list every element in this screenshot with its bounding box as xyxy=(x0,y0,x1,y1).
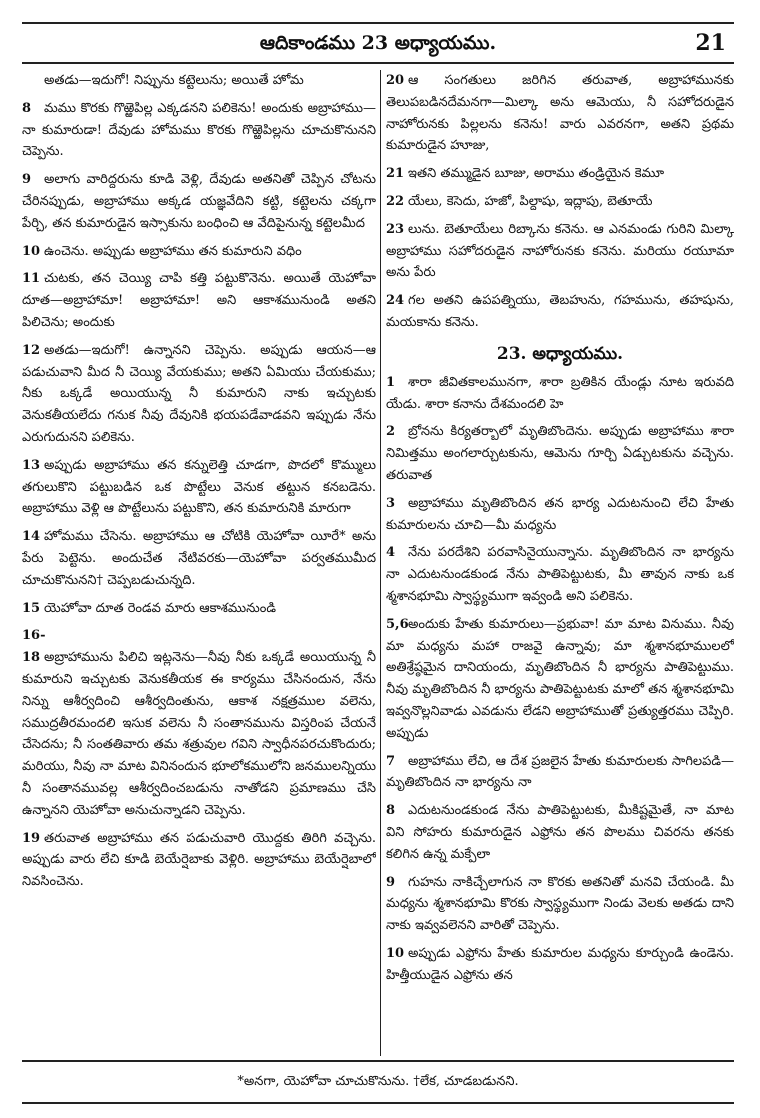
chapter-heading: 23. అధ్యాయము. xyxy=(496,343,624,364)
verse-text: ఆ సంగతులు జరిగిన తరువాత, అబ్రాహామునకు తెలుపబడినదేమనగా—మిల్కా అను ఆమెయు, నీ సహోదరుడైన నాహోరునకు పిల్లలను కనెను! వారు ఎవరనగా, అతని ప్రథమ కుమారుడైన హూజు, xyxy=(386,73,734,154)
page-number: 21 xyxy=(695,30,726,56)
verse-paragraph xyxy=(22,241,376,263)
verse-paragraph xyxy=(386,542,734,607)
right-column-verses-bottom xyxy=(386,372,734,987)
verse-paragraph xyxy=(22,625,376,821)
verse-number: 21 xyxy=(386,166,405,182)
verse-text: అబ్రాహాము మృతిబొందిన తన భార్య ఎదుటనుంచి లేచి హేతు కుమారులను చూచి—మీ మధ్యను xyxy=(386,495,734,533)
verse-number: 11 xyxy=(22,271,41,287)
footnote-bar xyxy=(22,1060,734,1104)
verse-paragraph xyxy=(22,340,376,449)
verse-text: లును. బెతూయేలు రిబ్కాను కనెను. ఆ ఎనమండు గురిని మిల్కా అబ్రాహాము సహోదరుడైన నాహోరునకు కనెను. మరియు రయూమా అను పేరు xyxy=(386,221,734,281)
verse-number: 2 xyxy=(386,424,396,440)
verse-number: 15 xyxy=(22,600,41,616)
verse-number: 13 xyxy=(22,457,41,473)
verse-paragraph xyxy=(386,219,734,284)
footnote: *అనగా, యెహోవా చూచుకొనును. †లేక, చూడబడునని. xyxy=(237,1074,519,1089)
verse-number: 3 xyxy=(386,495,396,511)
verse-text: ఇతని తమ్ముడైన బూజు, అరాము తండ్రియైన కెమూ xyxy=(408,166,664,182)
verse-number: 7 xyxy=(386,753,396,769)
verse-paragraph xyxy=(386,800,734,865)
page-header xyxy=(22,22,734,64)
running-title: ఆదికాండము 23 అధ్యాయము. xyxy=(259,32,497,54)
verse-text: చుటకు, తన చెయ్యి చాపి కత్తి పట్టుకొనెను. అయితే యెహోవా దూత—అబ్రాహామా! అబ్రాహామా! అని ఆకాశమునుండి అతని పిలిచెను; అందుకు xyxy=(22,271,376,330)
verse-number: 1 xyxy=(386,374,396,390)
verse-text: ఎదుటనుండకుండ నేను పాతిపెట్టుటకు, మీకిష్టమైతే, నా మాట విని సోహరు కుమారుడైన ఎఫ్రోను తన పొలము చివరను తనకు కలిగిన ఉన్న మక్పేలా xyxy=(386,803,734,862)
verse-number: 9 xyxy=(386,874,396,890)
verse-paragraph xyxy=(386,163,734,185)
verse-paragraph xyxy=(386,421,734,486)
verse-paragraph xyxy=(386,751,734,795)
verse-number: 12 xyxy=(22,342,41,358)
verse-number: 24 xyxy=(386,293,405,309)
verse-text: తరువాత అబ్రాహాము తన పడుచువారి యొద్దకు తిరిగి వచ్చెను. అప్పుడు వారు లేచి కూడి బెయేర్షెబాకు వెళ్లిరి. అబ్రాహాము బెయేర్షెబాలో నివసించెను. xyxy=(22,830,376,890)
verse-number: 20 xyxy=(386,73,405,88)
verse-paragraph xyxy=(22,598,376,620)
column-divider xyxy=(380,70,381,1056)
verse-text: అలాగు వారిద్దరును కూడి వెళ్లి, దేవుడు అతనితో చెప్పిన చోటను చేరినప్పుడు, అబ్రాహాము అక్కడ యజ్ఞవేదిని కట్టి, కట్టెలను చక్కగా పేర్చి, తన కుమారుడైన ఇస్సాకును బంధించి ఆ వేదిపైనున్న కట్టెలమీద xyxy=(22,172,376,231)
verse-paragraph xyxy=(386,372,734,416)
verse-number: 10 xyxy=(386,945,405,961)
right-column xyxy=(386,70,734,1056)
verse-paragraph xyxy=(22,169,376,234)
verse-paragraph xyxy=(22,455,376,520)
verse-paragraph xyxy=(22,98,376,163)
verse-text: బ్రోనను కిర్యతర్బాలో మృతిబొందెను. అప్పుడు అబ్రాహాము శారా నిమిత్తము అంగలార్చుటకును, ఆమెను గూర్చి ఏడ్చుటకును వచ్చెను. తరువాత xyxy=(386,424,734,483)
verse-text: నేను పరదేశిని పరవాసినైయున్నాను. మృతిబొందిన నా భార్యను నా ఎదుటనుండకుండ నేను పాతిపెట్టుటకు, మీ తావున నాకు ఒక శ్మశానభూమి స్వాస్థ్యముగా ఇవ్వండి అని పలికెను. xyxy=(386,545,734,604)
verse-text: అబ్రాహామును పిలిచి ఇట్లనెను—నీవు నీకు ఒక్కడే అయియున్న నీ కుమారుని ఇచ్చుటకు వెనుకతీయక ఈ కార్యము చేసినందున, నేను నిన్ను ఆశీర్వదించి ఆశీర్వదింతును, ఆకాశ నక్షత్రముల వలెను, సముద్రతీరమందలి ఇసుక వలెను నీ సంతానమును విస్తరింప చేయనే చేసెదను; నీ సంతతివారు తమ శత్రువుల గవిని స్వాధీనపరచుకొందురు; మరియు, నీవు నా మాట వినినందున భూలోకములోని జనములన్నియు నీ సంతానమువల్ల ఆశీర్వదించబడును నాతోడని ప్రమాణము చేసి ఉన్నానని యెహోవా అనుచున్నాడని చెప్పెను. xyxy=(22,650,376,818)
left-column xyxy=(22,70,376,1056)
verse-number: 10 xyxy=(22,243,41,259)
verse-paragraph xyxy=(22,526,376,591)
right-column-verses-top xyxy=(386,70,734,334)
verse-text: యేలు, కెసెదు, హజో, పిల్దాషు, ఇద్లాపు, బెతూయే xyxy=(408,193,653,209)
verse-number: 4 xyxy=(386,545,396,561)
verse-text: అందుకు హేతు కుమారులు—ప్రభువా! మా మాట వినుము. నీవు మా మధ్యను మహా రాజవై ఉన్నావు; మా శ్మశానభూములలో అతిశ్రేష్ఠమైన దానియందు, మృతిబొందిన నీ భార్యను పాతిపెట్టుము. నీవు మృతిబొందిన నీ భార్యను పాతిపెట్టుటకు మాలో తన శ్మశానభూమి ఇవ్వనొల్లనివాడు ఎవడును లేడని అబ్రాహాముతో ప్రత్యుత్తరము చెప్పిరి. అప్పుడు xyxy=(386,616,734,741)
two-column-body xyxy=(22,70,734,1056)
verse-paragraph xyxy=(386,943,734,987)
verse-paragraph xyxy=(22,268,376,333)
verse-text: మము కొరకు గొఱ్ఱెపిల్ల ఎక్కడనని పలికెను! అందుకు అబ్రాహాము—నా కుమారుడా! దేవుడు హోమము కొరకు గొఱ్ఱెపిల్లను చూచుకొనునని చెప్పెను. xyxy=(22,100,376,160)
verse-paragraph xyxy=(386,493,734,537)
verse-text: అతడు—ఇదుగో! ఉన్నానని చెప్పెను. అప్పుడు ఆయన—ఆ పడుచువాని మీద నీ చెయ్యి వేయకుము; అతని ఏమియు చేయకుము; నీకు ఒక్కడే అయియున్న నీ కుమారుని నాకు ఇచ్చుటకు వెనుకతీయలేదు గనుక నీవు దేవునికి భయపడేవాడవని ఇప్పుడు నేను ఎరుగుదునని పలికెను. xyxy=(22,342,376,445)
verse-paragraph xyxy=(386,614,734,745)
verse-text: శారా జీవితకాలమునగా, శారా బ్రతికిన యేండ్లు నూట ఇరువది యేడు. శారా కనాను దేశమందలి హె xyxy=(386,374,734,412)
verse-number: 19 xyxy=(22,830,41,846)
verse-number: 8 xyxy=(22,100,32,116)
verse-number: 8 xyxy=(386,803,396,819)
verse-text: అబ్రాహాము లేచి, ఆ దేశ ప్రజలైన హేతు కుమారులకు సాగిలపడి—మృతిబొందిన నా భార్యను నా xyxy=(386,753,734,791)
verse-paragraph xyxy=(22,70,376,92)
verse-text: హోమము చేసెను. అబ్రాహాము ఆ చోటికి యెహోవా యీరే* అను పేరు పెట్టెను. అందుచేత నేటివరకు—యెహోవా పర్వతముమీద చూచుకొనునని† చెప్పబడుచున్నది. xyxy=(22,529,376,588)
verse-number: 14 xyxy=(22,529,41,545)
verse-text: ఉంచెను. అప్పుడు అబ్రాహాము తన కుమారుని వధిం xyxy=(44,243,302,259)
verse-paragraph xyxy=(386,872,734,937)
scripture-page xyxy=(22,22,734,1104)
verse-paragraph xyxy=(386,290,734,334)
verse-number: 9 xyxy=(22,172,32,188)
verse-number: 22 xyxy=(386,193,405,209)
verse-number: 5,6 xyxy=(386,616,409,632)
verse-text: యెహోవా దూత రెండవ మారు ఆకాశమునుండి xyxy=(44,600,277,616)
verse-paragraph xyxy=(22,828,376,893)
verse-text: అప్పుడు అబ్రాహాము తన కన్నులెత్తి చూడగా, పొదలో కొమ్ములు తగులుకొని పట్టుబడిన ఒక పొట్టేలు వెనుక తట్టున కనబడెను. అబ్రాహాము వెళ్లి ఆ పొట్టేలును పట్టుకొని, తన కుమారునికి మారుగా xyxy=(22,457,376,517)
verse-paragraph xyxy=(386,70,734,157)
verse-text: అప్పుడు ఎఫ్రోను హేతు కుమారుల మధ్యను కూర్చుండి ఉండెను. హిత్తీయుడైన ఎఫ్రోను తన xyxy=(386,945,734,983)
verse-number: 23 xyxy=(386,221,405,237)
verse-text: అతడు—ఇదుగో! నిప్పును కట్టెలును; అయితే హోమ xyxy=(44,73,304,88)
verse-number: 16-18 xyxy=(22,628,46,666)
verse-text: గుహను నాకిచ్చేలాగున నా కొరకు అతనితో మనవి చేయండి. మీ మధ్యను శ్మశానభూమి కొరకు స్వాస్థ్యముగా నిండు వెలకు అతడు దాని నాకు ఇవ్వవలెనని వారితో చెప్పెను. xyxy=(386,874,734,934)
verse-paragraph xyxy=(386,191,734,213)
verse-text: గల అతని ఉపపత్నియు, తెబహును, గహమును, తహషును, మయకాను కనెను. xyxy=(386,293,734,330)
